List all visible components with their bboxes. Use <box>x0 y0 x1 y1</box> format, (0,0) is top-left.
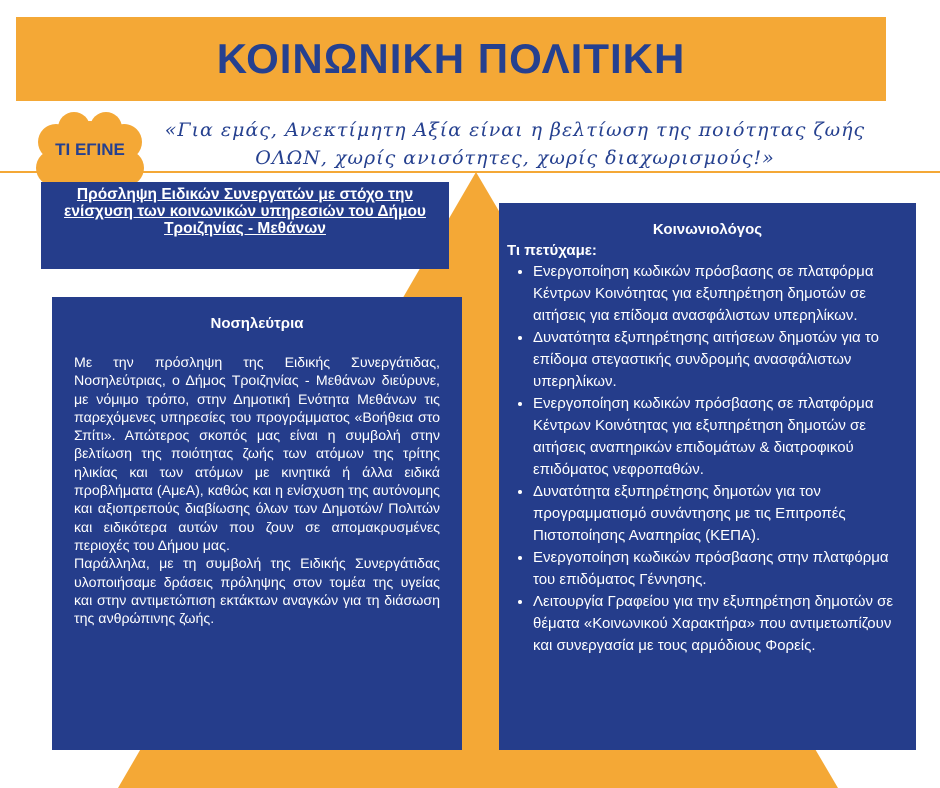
list-item: • Ενεργοποίηση κωδικών πρόσβασης σε πλατφόρμα Κέντρων Κοινότητας για εξυπηρέτηση δημοτών σε αιτήσεις αναπηρικών επιδομάτων & διατροφικού επιδόματος νεφροπαθών. <box>533 393 908 481</box>
nurse-heading: Νοσηλεύτρια <box>210 315 304 332</box>
nurse-paragraph-2: Παράλληλα, με τη συμβολή της Ειδικής Συνεργάτιδας υλοποιήσαμε δράσεις πρόληψης στον τομέα της υγείας και στην αντιμετώπιση εκτάκτων αναγκών για τη διάσωση της ανθρώπινης ζωής. <box>74 556 440 628</box>
title-banner <box>16 17 886 101</box>
achievements-list <box>507 261 908 657</box>
quote-text: «Για εμάς, Ανεκτίμητη Αξία είναι η βελτίωση της ποιότητας ζωής ΟΛΩΝ, χωρίς ανισότητες, χωρίς διαχωρισμούς!» <box>164 119 866 169</box>
sociologist-subheading: Τι πετύχαμε: <box>507 242 597 259</box>
header-text: Πρόσληψη Ειδικών Συνεργατών με στόχο την ενίσχυση των κοινωνικών υπηρεσιών του Δήμου Τροιζηνίας - Μεθάνων <box>64 186 426 237</box>
list-item: • Ενεργοποίηση κωδικών πρόσβασης σε πλατφόρμα Κέντρων Κοινότητας για εξυπηρέτηση δημοτών σε αιτήσεις για επίδομα ανασφάλιστων υπερηλίκων. <box>533 261 908 327</box>
nurse-paragraph-1: Με την πρόσληψη της Ειδικής Συνεργάτιδας, Νοσηλεύτριας, ο Δήμος Τροιζηνίας - Μεθάνων διεύρυνε, με νόμιμο τρόπο, στην Δημοτική Ενότητα Μεθάνων τις παρεχόμενες υπηρεσίες του προγράμματος «Βοήθεια στο Σπίτι». Απώτερος σκοπός μας είναι η συμβολή στην βελτίωση της ποιότητας ζωής των ατόμων της τρίτης ηλικίας και των ατόμων με κινητικά ή άλλα ειδικά προβλήματα (ΑμεΑ), καθώς και η ενίσχυση της αυτόνομης και αξιοπρεπούς διαβίωσης όλων των Δημοτών/ Πολιτών και ειδικότερα αυτών που ζουν σε απομακρυσμένες περιοχές του Δήμου μας. <box>74 355 440 554</box>
list-item: • Ενεργοποίηση κωδικών πρόσβασης στην πλατφόρμα του επιδόματος Γέννησης. <box>533 547 908 591</box>
sociologist-box <box>499 203 916 750</box>
header-box <box>41 182 449 269</box>
badge-label: ΤΙ ΕΓΙΝΕ <box>55 140 125 159</box>
nurse-box <box>52 297 462 750</box>
list-item: • Δυνατότητα εξυπηρέτησης αιτήσεων δημοτών για το επίδομα στεγαστικής συνδρομής ανασφάλιστων υπερηλίκων. <box>533 327 908 393</box>
list-item: • Λειτουργία Γραφείου για την εξυπηρέτηση δημοτών σε θέματα «Κοινωνικού Χαρακτήρα» που αντιμετωπίζουν και συνεργασία με τους αρμόδιους Φορείς. <box>533 591 908 657</box>
list-item: • Δυνατότητα εξυπηρέτησης δημοτών για τον προγραμματισμό συνάντησης με τις Επιτροπές Πιστοποίησης Αναπηρίας (ΚΕΠΑ). <box>533 481 908 547</box>
sociologist-heading: Κοινωνιολόγος <box>652 221 763 238</box>
page-title: ΚΟΙΝΩΝΙΚΗ ΠΟΛΙΤΙΚΗ <box>216 35 686 82</box>
